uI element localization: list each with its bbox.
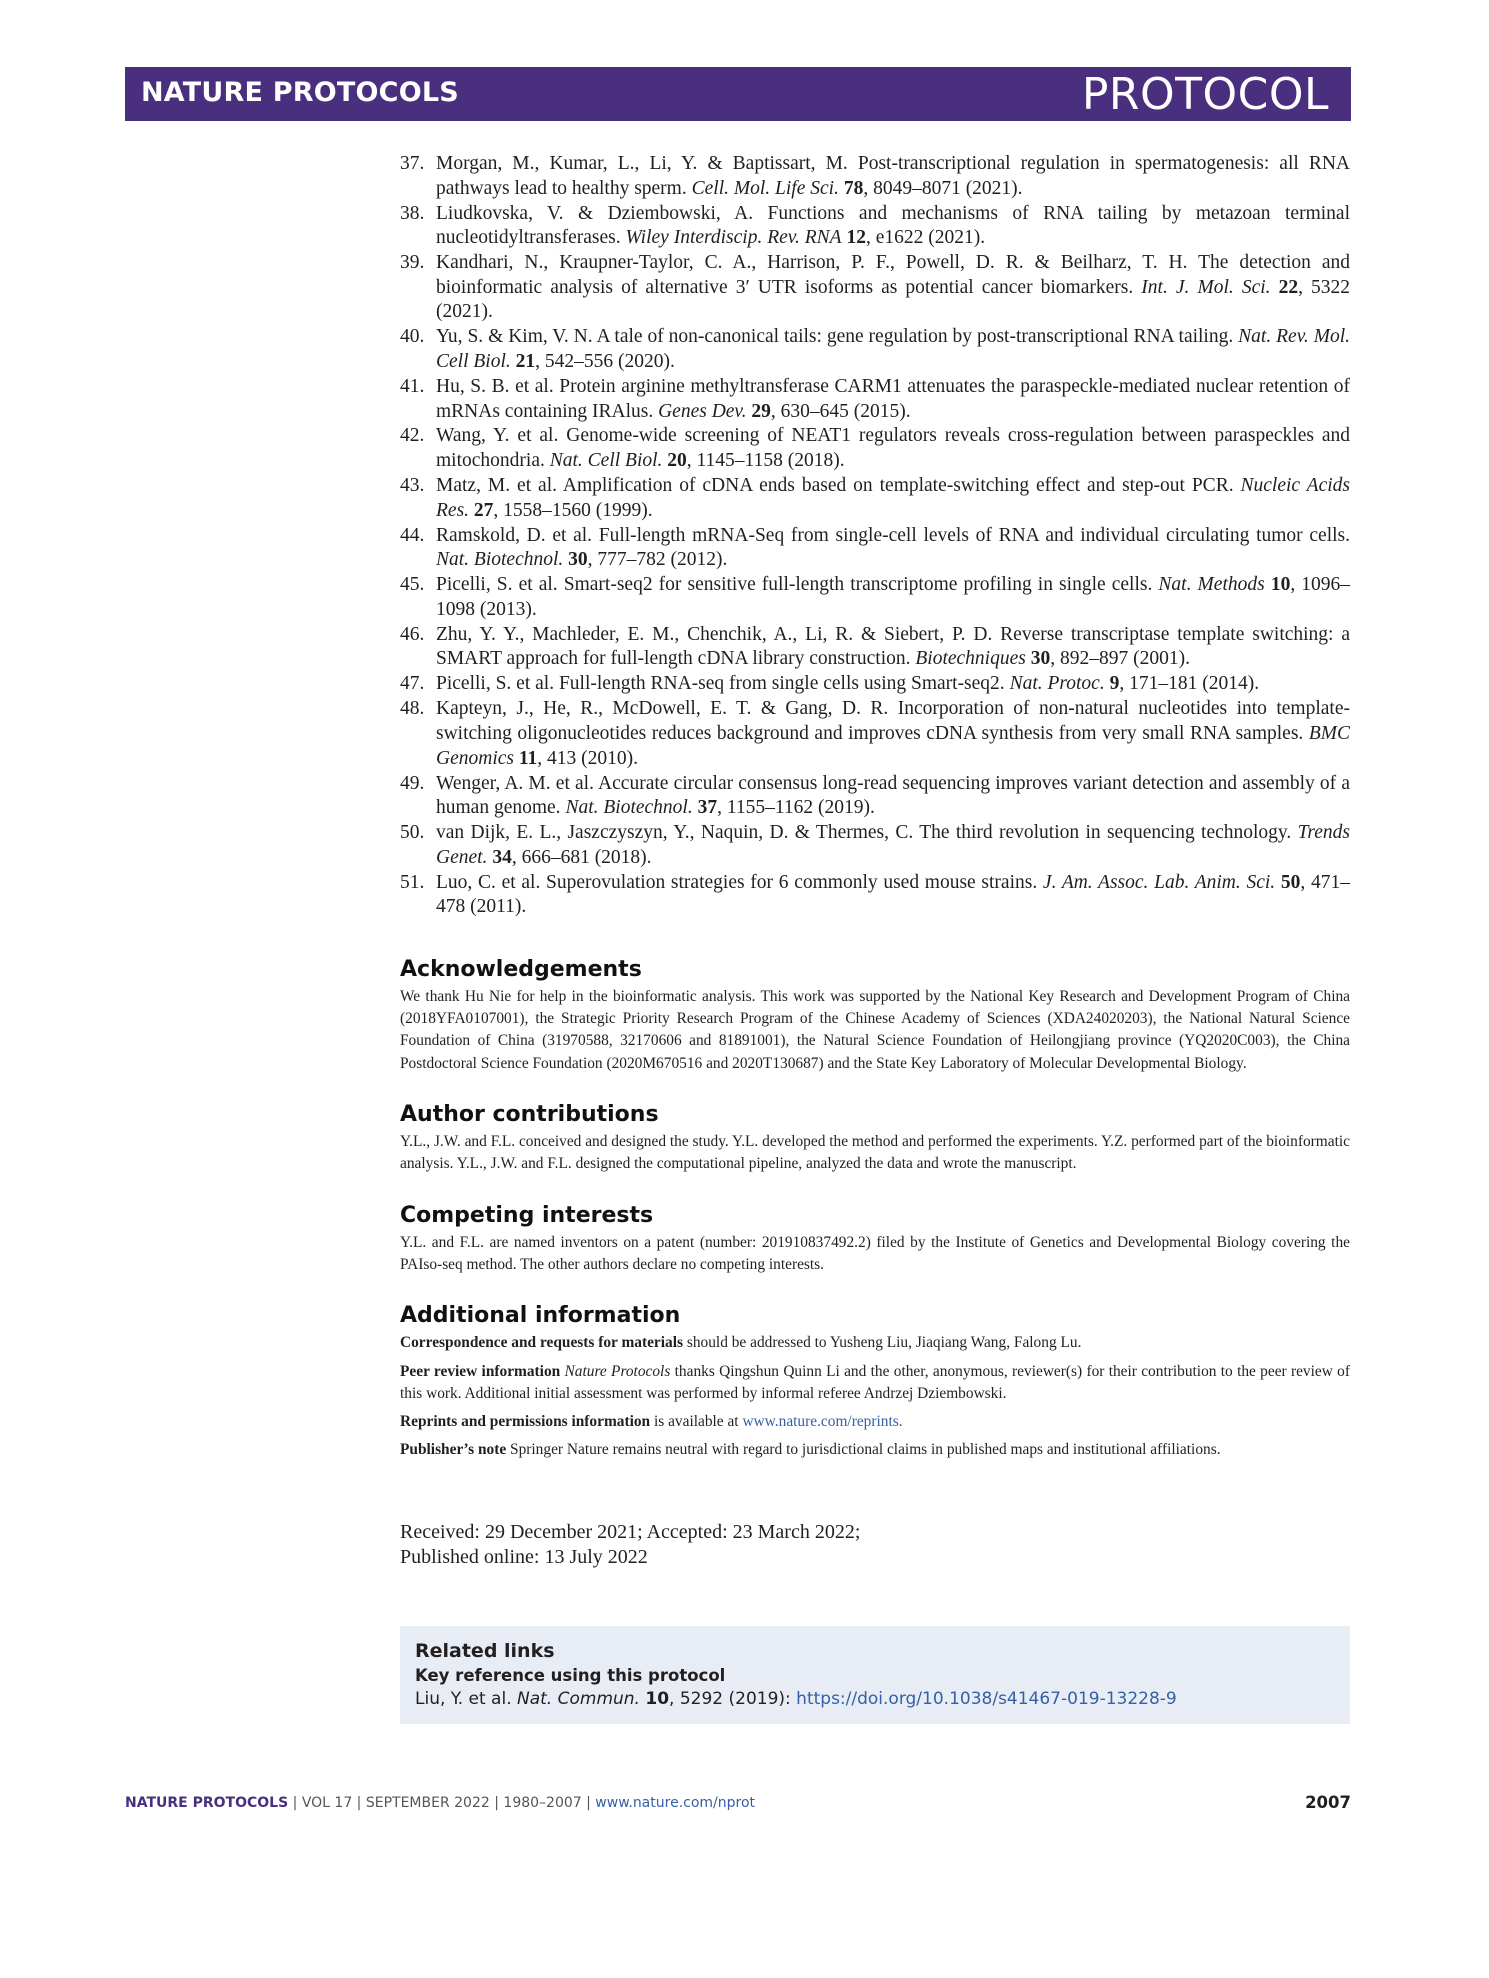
- reference-journal: Int. J. Mol. Sci.: [1141, 276, 1271, 298]
- related-ref-volume: 10: [645, 1688, 670, 1709]
- reference-authors-title: Morgan, M., Kumar, L., Li, Y. & Baptissart, M. Post-transcriptional regulation in spermatogenesis: all RNA pathways lead to healthy sperm.: [436, 153, 1350, 199]
- publisher-note-text: Springer Nature remains neutral with regard to jurisdictional claims in published maps and institutional affiliations.: [506, 1441, 1221, 1459]
- reference-journal: Nat. Biotechnol.: [565, 797, 693, 819]
- reference-item: [400, 623, 1350, 672]
- reference-item: [400, 772, 1350, 821]
- related-ref-pages: , 5292 (2019):: [669, 1688, 797, 1709]
- reference-item: [400, 202, 1350, 251]
- reference-journal: Nat. Biotechnol.: [436, 549, 564, 571]
- acknowledgements-body: We thank Hu Nie for help in the bioinformatic analysis. This work was supported by the National Key Research and Development Program of China (2018YFA0107001), the Strategic Priority Research Program of the Chinese Academy of Sciences (XDA24020203), the National Natural Science Foundation of China (31970588, 32170606 and 81891001), the Natural Science Foundation of Heilongjiang province (YQ2020C003), the China Postdoctoral Science Foundation (2020M670516 and 2020T130687) and the State Key Laboratory of Molecular Developmental Biology.: [400, 987, 1350, 1072]
- reference-journal: Biotechniques: [915, 648, 1026, 670]
- reference-item: [400, 871, 1350, 920]
- reference-pages-year: , 666–681 (2018).: [511, 846, 652, 868]
- reference-volume: 34: [492, 846, 512, 868]
- related-links-box: [400, 1626, 1350, 1724]
- reference-journal: Nucleic Acids Res.: [436, 475, 1350, 521]
- reference-journal: BMC Genomics: [436, 722, 1350, 769]
- footer-separator: |: [352, 1795, 366, 1811]
- reference-authors-title: Zhu, Y. Y., Machleder, E. M., Chenchik, A., Li, R. & Siebert, P. D. Reverse transcriptase template switching: a SMART approach for full-length cDNA library construction.: [436, 623, 1350, 670]
- reference-number: 39.: [400, 252, 425, 274]
- reference-volume: 10: [1270, 574, 1291, 596]
- reference-pages-year: , 892–897 (2001).: [1050, 648, 1190, 670]
- reference-volume: 30: [1030, 648, 1051, 670]
- reference-separator: [1271, 277, 1279, 298]
- footer-separator: |: [581, 1795, 596, 1811]
- header-journal-name: NATURE PROTOCOLS: [141, 77, 459, 108]
- reference-volume: 9: [1109, 673, 1120, 695]
- reference-item: [400, 424, 1350, 473]
- additional-information-title: Additional information: [400, 1303, 681, 1329]
- reference-number: 47.: [400, 673, 425, 695]
- competing-interests-body: Y.L. and F.L. are named inventors on a patent (number: 201910837492.2) filed by the Institute of Genetics and Developmental Biology covering the PAIso-seq method. The other authors declare no competing interests.: [400, 1233, 1350, 1273]
- reference-authors-title: Hu, S. B. et al. Protein arginine methyltransferase CARM1 attenuates the paraspeckle-mediated nuclear retention of mRNAs containing IRAlus.: [436, 375, 1350, 422]
- correspondence-paragraph: [400, 1332, 1350, 1354]
- footer-separator: |: [489, 1795, 504, 1811]
- reference-authors-title: Wang, Y. et al. Genome-wide screening of NEAT1 regulators reveals cross-regulation between paraspeckles and mitochondria.: [436, 425, 1350, 472]
- reprints-label: Reprints and permissions information: [400, 1413, 651, 1431]
- reference-number: 49.: [400, 772, 425, 794]
- reference-number: 50.: [400, 822, 425, 844]
- reference-pages-year: , 1096–1098 (2013).: [436, 574, 1351, 620]
- received-accepted-dates: Received: 29 December 2021; Accepted: 23 March 2022;: [400, 1520, 861, 1543]
- reference-pages-year: , 471–478 (2011).: [436, 871, 1350, 918]
- reference-authors-title: van Dijk, E. L., Jaszczyszyn, Y., Naquin, D. & Thermes, C. The third revolution in sequencing technology.: [436, 822, 1298, 844]
- author-contributions-title: Author contributions: [400, 1102, 659, 1128]
- page-content: [400, 152, 1350, 1724]
- footer-pages: 1980–2007: [503, 1795, 582, 1811]
- footer-url-link[interactable]: www.nature.com/nprot: [595, 1795, 756, 1811]
- reference-volume: 30: [568, 549, 588, 571]
- related-ref-doi-link[interactable]: https://doi.org/10.1038/s41467-019-13228-9: [796, 1688, 1177, 1709]
- correspondence-text: should be addressed to Yusheng Liu, Jiaqiang Wang, Falong Lu.: [683, 1334, 1082, 1352]
- reprints-text: is available at: [650, 1413, 743, 1431]
- reference-pages-year: , 8049–8071 (2021).: [863, 177, 1023, 199]
- reference-number: 44.: [400, 524, 425, 546]
- reference-number: 38.: [400, 202, 425, 224]
- reference-number: 41.: [400, 375, 425, 397]
- reference-journal: J. Am. Assoc. Lab. Anim. Sci.: [1042, 871, 1276, 893]
- reference-item: [400, 821, 1350, 870]
- reference-pages-year: , 171–181 (2014).: [1119, 673, 1260, 695]
- reference-journal: Wiley Interdiscip. Rev. RNA: [625, 227, 842, 249]
- page-footer: [125, 1795, 755, 1811]
- reference-journal: Nat. Cell Biol.: [549, 450, 663, 472]
- competing-interests-section: [400, 1202, 1350, 1277]
- reference-volume: 29: [751, 400, 771, 422]
- reference-number: 40.: [400, 326, 425, 348]
- related-links-title: Related links: [415, 1639, 555, 1662]
- reference-number: 51.: [400, 871, 425, 893]
- peer-review-text: thanks Qingshun Quinn Li and the other, anonymous, reviewer(s) for their contribution to the peer review of this work. Additional initial assessment was performed by informal referee Andrzej Dziembowski.: [400, 1362, 1350, 1402]
- reference-journal: Cell. Mol. Life Sci.: [691, 177, 839, 199]
- related-ref-authors: Liu, Y. et al.: [415, 1688, 517, 1709]
- reference-item: [400, 152, 1350, 201]
- reference-pages-year: , e1622 (2021).: [865, 227, 986, 249]
- reference-pages-year: , 1558–1560 (1999).: [493, 499, 653, 521]
- reference-authors-title: Liudkovska, V. & Dziembowski, A. Functions and mechanisms of RNA tailing by metazoan terminal nucleotidyltransferases.: [436, 202, 1350, 249]
- reference-item: [400, 672, 1350, 697]
- footer-journal: NATURE PROTOCOLS: [125, 1795, 289, 1811]
- reprints-link[interactable]: www.nature.com/reprints.: [742, 1413, 903, 1431]
- reference-pages-year: , 1145–1158 (2018).: [686, 450, 845, 472]
- footer-date: SEPTEMBER 2022: [365, 1795, 490, 1811]
- reference-journal: Trends Genet.: [436, 822, 1350, 868]
- reference-item: [400, 573, 1350, 622]
- reference-authors-title: Kapteyn, J., He, R., McDowell, E. T. & Gang, D. R. Incorporation of non-natural nucleotides into template-switching oligonucleotides reduces background and improves cDNA synthesis from very small RNA samples.: [436, 698, 1350, 744]
- reference-authors-title: Picelli, S. et al. Smart-seq2 for sensitive full-length transcriptome profiling in single cells.: [436, 574, 1159, 596]
- reference-item: [400, 474, 1350, 523]
- publisher-note-paragraph: [400, 1439, 1350, 1461]
- peer-review-journal: Nature Protocols: [564, 1362, 671, 1380]
- reference-journal: Nat. Protoc.: [1009, 673, 1105, 695]
- journal-header-bar: [125, 67, 1351, 121]
- author-contributions-body: Y.L., J.W. and F.L. conceived and designed the study. Y.L. developed the method and performed the experiments. Y.Z. performed part of the bioinformatic analysis. Y.L., J.W. and F.L. designed the computational pipeline, analyzed the data and wrote the manuscript.: [400, 1133, 1350, 1173]
- reference-pages-year: , 542–556 (2020).: [535, 350, 675, 372]
- reference-volume: 27: [473, 499, 494, 521]
- reference-item: [400, 375, 1350, 424]
- author-contributions-section: [400, 1101, 1350, 1176]
- reference-number: 45.: [400, 574, 425, 596]
- reference-volume: 11: [518, 747, 538, 769]
- reference-item: [400, 697, 1350, 771]
- related-ref-journal: Nat. Commun.: [517, 1688, 640, 1709]
- peer-review-paragraph: [400, 1361, 1350, 1406]
- acknowledgements-section: [400, 956, 1350, 1075]
- reference-journal: Genes Dev.: [658, 400, 747, 422]
- page-number: 2007: [1305, 1793, 1351, 1812]
- reference-journal: Nat. Methods: [1158, 574, 1265, 596]
- publication-dates: [400, 1520, 1350, 1570]
- publisher-note-label: Publisher’s note: [400, 1441, 507, 1459]
- reference-authors-title: Picelli, S. et al. Full-length RNA-seq from single cells using Smart-seq2.: [436, 673, 1010, 695]
- reference-list: [400, 152, 1350, 920]
- reference-volume: 78: [843, 177, 864, 199]
- published-online-date: Published online: 13 July 2022: [400, 1545, 648, 1568]
- reference-volume: 50: [1280, 871, 1301, 893]
- reference-pages-year: , 5322 (2021).: [436, 276, 1351, 323]
- reference-item: [400, 524, 1350, 573]
- header-article-type: PROTOCOL: [1081, 69, 1329, 120]
- reference-number: 48.: [400, 698, 425, 720]
- reference-number: 42.: [400, 425, 425, 447]
- reference-item: [400, 325, 1350, 374]
- reference-item: [400, 251, 1350, 325]
- competing-interests-title: Competing interests: [400, 1202, 654, 1228]
- reference-volume: 21: [515, 350, 536, 372]
- correspondence-label: Correspondence and requests for materials: [400, 1334, 683, 1352]
- reference-authors-title: Matz, M. et al. Amplification of cDNA ends based on template-switching effect and step-out PCR.: [436, 475, 1241, 497]
- reference-pages-year: , 1155–1162 (2019).: [717, 797, 875, 819]
- peer-review-label: Peer review information: [400, 1362, 561, 1380]
- reference-pages-year: , 413 (2010).: [537, 747, 639, 769]
- reference-authors-title: Yu, S. & Kim, V. N. A tale of non-canonical tails: gene regulation by post-transcriptional RNA tailing.: [436, 326, 1239, 348]
- footer-volume: VOL 17: [301, 1795, 353, 1811]
- reference-journal: Nat. Rev. Mol. Cell Biol.: [436, 326, 1350, 372]
- reprints-paragraph: [400, 1411, 1350, 1433]
- reference-pages-year: , 630–645 (2015).: [770, 400, 911, 422]
- reference-authors-title: Luo, C. et al. Superovulation strategies for 6 commonly used mouse strains.: [436, 871, 1043, 893]
- reference-number: 37.: [400, 153, 425, 174]
- reference-authors-title: Kandhari, N., Kraupner-Taylor, C. A., Harrison, P. F., Powell, D. R. & Beilharz, T. H. The detection and bioinformatic analysis of alternative 3′ UTR isoforms as potential cancer biomarkers.: [436, 252, 1350, 298]
- related-links-subtitle: Key reference using this protocol: [415, 1665, 726, 1685]
- reference-number: 43.: [400, 475, 425, 497]
- acknowledgements-title: Acknowledgements: [400, 956, 642, 982]
- reference-authors-title: Wenger, A. M. et al. Accurate circular consensus long-read sequencing improves variant detection and assembly of a human genome.: [436, 772, 1350, 819]
- reference-authors-title: Ramskold, D. et al. Full-length mRNA-Seq from single-cell levels of RNA and individual circulating tumor cells.: [436, 524, 1350, 546]
- footer-separator: |: [288, 1795, 302, 1811]
- reference-number: 46.: [400, 623, 425, 645]
- reference-volume: 12: [846, 227, 866, 249]
- reference-volume: 22: [1278, 276, 1299, 298]
- additional-information-section: [400, 1302, 1350, 1461]
- related-links-reference: [415, 1687, 1336, 1712]
- reference-volume: 20: [667, 450, 687, 472]
- reference-pages-year: , 777–782 (2012).: [587, 549, 728, 571]
- reference-volume: 37: [697, 797, 718, 819]
